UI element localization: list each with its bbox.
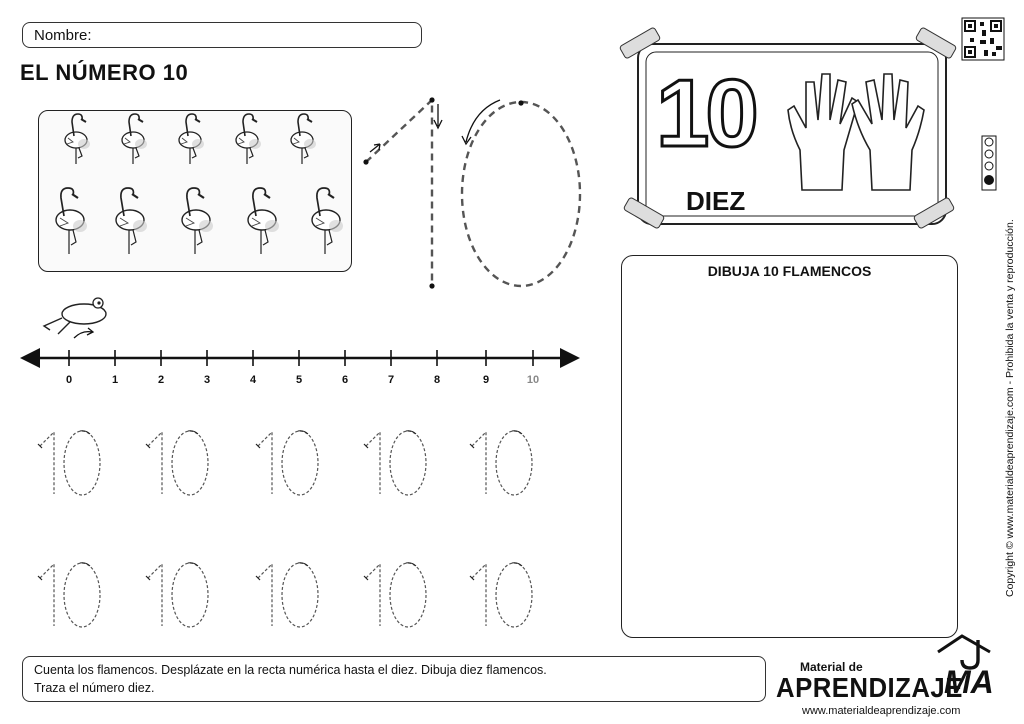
tick-label: 6: [341, 374, 349, 386]
creative-commons-icon: [982, 136, 996, 190]
drawing-area-title: DIBUJA 10 FLAMENCOS: [707, 263, 872, 279]
tick-label: 4: [249, 374, 257, 386]
logo-mark-text: MA: [944, 664, 994, 700]
flamingo-row-1: [65, 114, 316, 164]
tick-label-faded: 10: [526, 374, 540, 386]
page-title: EL NÚMERO 10: [20, 60, 189, 85]
qr-code-icon: [962, 18, 1004, 60]
big-ten-trace: [363, 97, 580, 288]
copyright-text: Copyright © www.materialdeaprendizaje.com - Prohibida la venta y reproducción.: [1004, 219, 1016, 597]
tick-label: 3: [203, 374, 211, 386]
tick-label: 1: [111, 374, 119, 386]
card-number: 10: [656, 60, 755, 167]
number-line: [20, 348, 580, 368]
instructions-line-1: Cuenta los flamencos. Desplázate en la recta numérica hasta el diez. Dibuja diez flamencos.: [34, 663, 547, 677]
tick-label: 2: [157, 374, 165, 386]
frog-icon: [44, 298, 106, 338]
tick-label: 8: [433, 374, 441, 386]
tick-label: 7: [387, 374, 395, 386]
instructions-line-2: Traza el número diez.: [34, 681, 155, 695]
instructions-text: [34, 661, 754, 697]
logo-url: www.materialdeaprendizaje.com: [802, 705, 961, 717]
logo-main-text: APRENDIZAJE: [776, 672, 963, 703]
drawing-area[interactable]: [621, 255, 958, 638]
trace-row-2: [38, 563, 532, 627]
trace-row-1: [38, 431, 532, 495]
flamingo-row-2: [56, 188, 343, 254]
logo-top-text: Material de: [800, 660, 863, 674]
card-word: DIEZ: [686, 186, 746, 216]
tick-label: 5: [295, 374, 303, 386]
tick-label: 9: [482, 374, 490, 386]
name-label: Nombre:: [34, 27, 92, 44]
tick-label: 0: [65, 374, 73, 386]
